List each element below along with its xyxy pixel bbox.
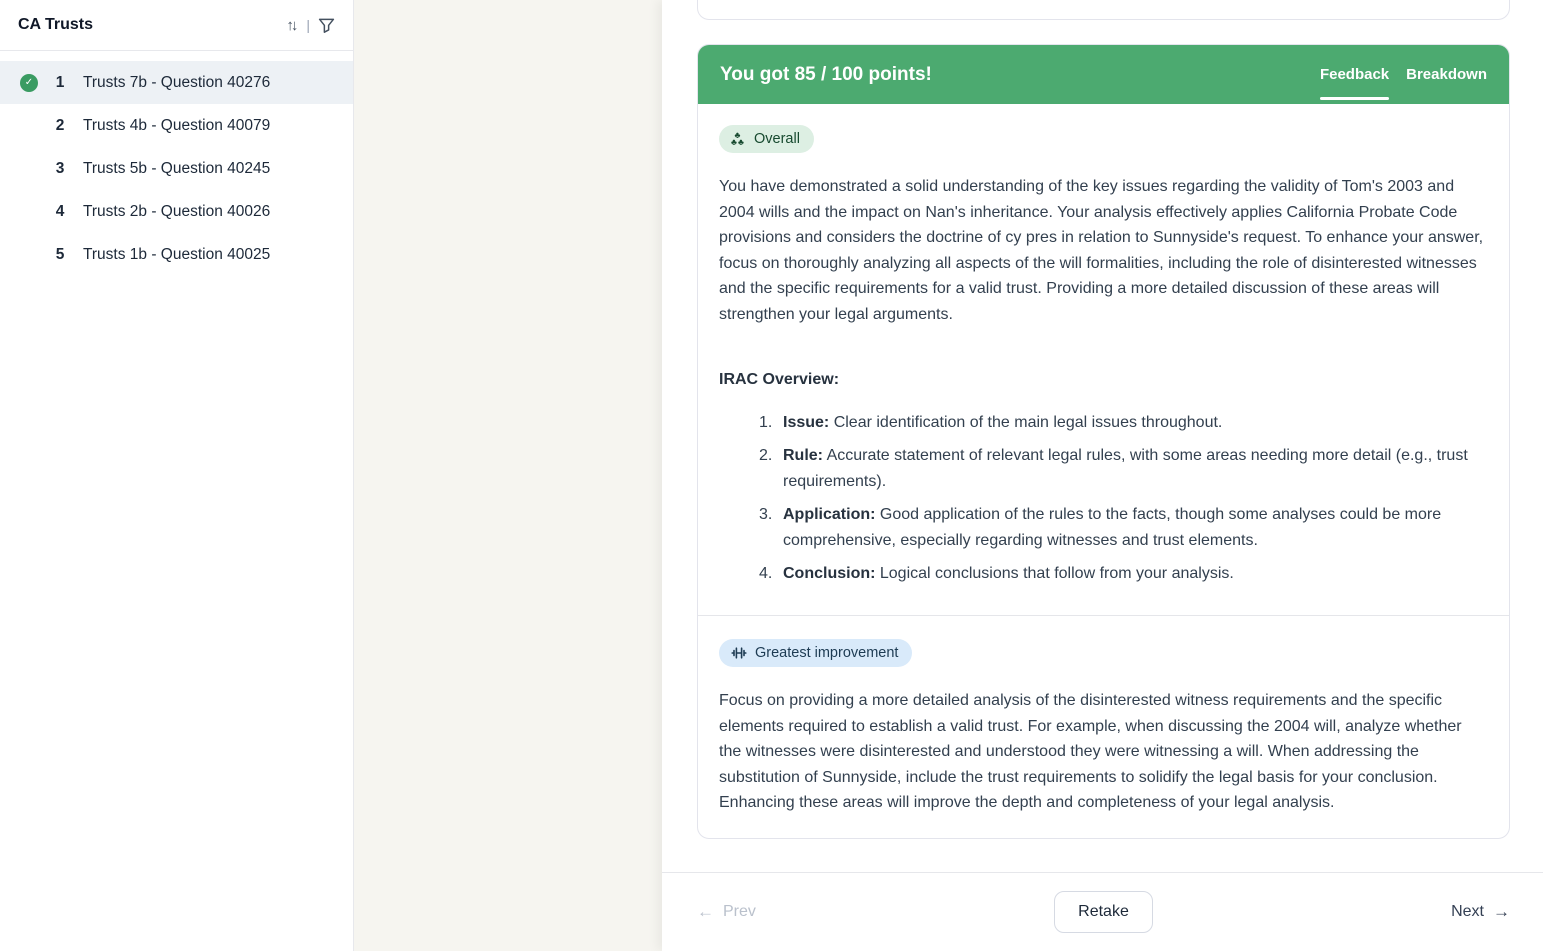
irac-item-text: Logical conclusions that follow from your analysis. — [875, 565, 1234, 582]
sort-icon[interactable]: ↑↓ — [286, 16, 296, 34]
prev-label: Prev — [723, 903, 756, 920]
improvement-paragraph: Focus on providing a more detailed analysis of the disinterested witness requirements and the specific elements required to establish a valid trust. For example, when discussing the 2004 will, analyze whether the witnesses were disinterested and understood they were witnessing a will. When addressing the substitution of Sunnyside, include the trust requirements to solidify the legal basis for your conclusion. Enhancing these areas will improve the depth and completeness of your legal analysis. — [719, 692, 1462, 811]
irac-list — [719, 410, 1488, 587]
improvement-badge-label: Greatest improvement — [755, 645, 899, 661]
improvement-section — [698, 616, 1509, 838]
irac-item — [719, 443, 1488, 495]
irac-item-term: Conclusion: — [783, 565, 876, 582]
feedback-content — [662, 0, 1543, 872]
score-title: You got 85 / 100 points! — [720, 63, 932, 85]
question-label: Trusts 2b - Question 40026 — [83, 202, 271, 220]
question-number: 5 — [55, 245, 65, 263]
completed-check-icon: ✓ — [20, 74, 38, 92]
tab-feedback[interactable]: Feedback — [1320, 45, 1389, 104]
result-card — [697, 44, 1510, 839]
next-button[interactable] — [1451, 902, 1510, 922]
overall-section — [698, 104, 1509, 615]
irac-item-text: Clear identification of the main legal issues throughout. — [829, 414, 1223, 431]
pagination-footer — [662, 872, 1543, 951]
question-number: 2 — [55, 116, 65, 134]
question-label: Trusts 4b - Question 40079 — [83, 116, 271, 134]
dumbbell-icon — [731, 645, 747, 661]
overall-badge — [719, 125, 814, 153]
irac-item-text: Good application of the rules to the facts, though some analyses could be more comprehensive, especially regarding witnesses and trust elements. — [783, 506, 1442, 549]
question-number: 3 — [55, 159, 65, 177]
prev-button[interactable] — [697, 902, 756, 922]
score-header — [698, 45, 1509, 104]
question-list — [0, 51, 353, 276]
previous-card-edge — [697, 0, 1510, 20]
main-panel — [662, 0, 1543, 951]
check-placeholder — [20, 160, 38, 178]
irac-heading: IRAC Overview: — [719, 371, 840, 388]
irac-item-number: 4. — [759, 565, 773, 582]
irac-item-text: Accurate statement of relevant legal rules, with some areas needing more detail (e.g., trust requirements). — [783, 447, 1468, 490]
irac-item — [719, 410, 1488, 436]
tools-divider: | — [306, 17, 310, 33]
improvement-badge — [719, 639, 912, 667]
irac-item-number: 3. — [759, 506, 773, 523]
check-placeholder — [20, 203, 38, 221]
page-background-column — [354, 0, 662, 951]
check-placeholder — [20, 246, 38, 264]
result-tabs — [1320, 45, 1487, 104]
sidebar-tools — [286, 17, 335, 34]
irac-item — [719, 561, 1488, 587]
left-arrow-icon: ← — [697, 902, 714, 921]
irac-item-term: Issue: — [783, 414, 830, 431]
next-label: Next — [1451, 903, 1484, 920]
question-number: 4 — [55, 202, 65, 220]
filter-icon[interactable] — [318, 17, 335, 34]
clubs-icon: ♣ ♣ ♣ — [731, 129, 744, 147]
list-item-question[interactable] — [0, 190, 353, 233]
irac-item-term: Application: — [783, 506, 876, 523]
sidebar-title: CA Trusts — [18, 16, 93, 33]
irac-item-term: Rule: — [783, 447, 823, 464]
overall-badge-label: Overall — [754, 131, 800, 147]
retake-button[interactable]: Retake — [1054, 891, 1153, 933]
irac-item-number: 2. — [759, 447, 773, 464]
sidebar — [0, 0, 354, 951]
list-item-question[interactable] — [0, 104, 353, 147]
question-label: Trusts 7b - Question 40276 — [83, 73, 271, 91]
irac-item — [719, 502, 1488, 554]
question-label: Trusts 1b - Question 40025 — [83, 245, 271, 263]
overall-paragraph: You have demonstrated a solid understanding of the key issues regarding the validity of Tom's 2003 and 2004 wills and the impact on Nan's inheritance. Your analysis effectively applies California Probate Code provisions and considers the doctrine of cy pres in relation to Sunnyside's request. To enhance your answer, focus on thoroughly analyzing all aspects of the will formalities, including the role of disinterested witnesses and the specific requirements for a valid trust. Providing a more detailed discussion of these areas will strengthen your legal arguments. — [719, 178, 1484, 323]
question-label: Trusts 5b - Question 40245 — [83, 159, 271, 177]
list-item-question[interactable] — [0, 233, 353, 276]
list-item-question[interactable] — [0, 147, 353, 190]
tab-breakdown[interactable]: Breakdown — [1406, 66, 1487, 83]
list-item-question[interactable] — [0, 61, 353, 104]
sidebar-header — [0, 0, 353, 51]
right-arrow-icon: → — [1492, 902, 1510, 921]
irac-item-number: 1. — [759, 414, 773, 431]
question-number: 1 — [55, 73, 65, 91]
check-placeholder — [20, 117, 38, 135]
